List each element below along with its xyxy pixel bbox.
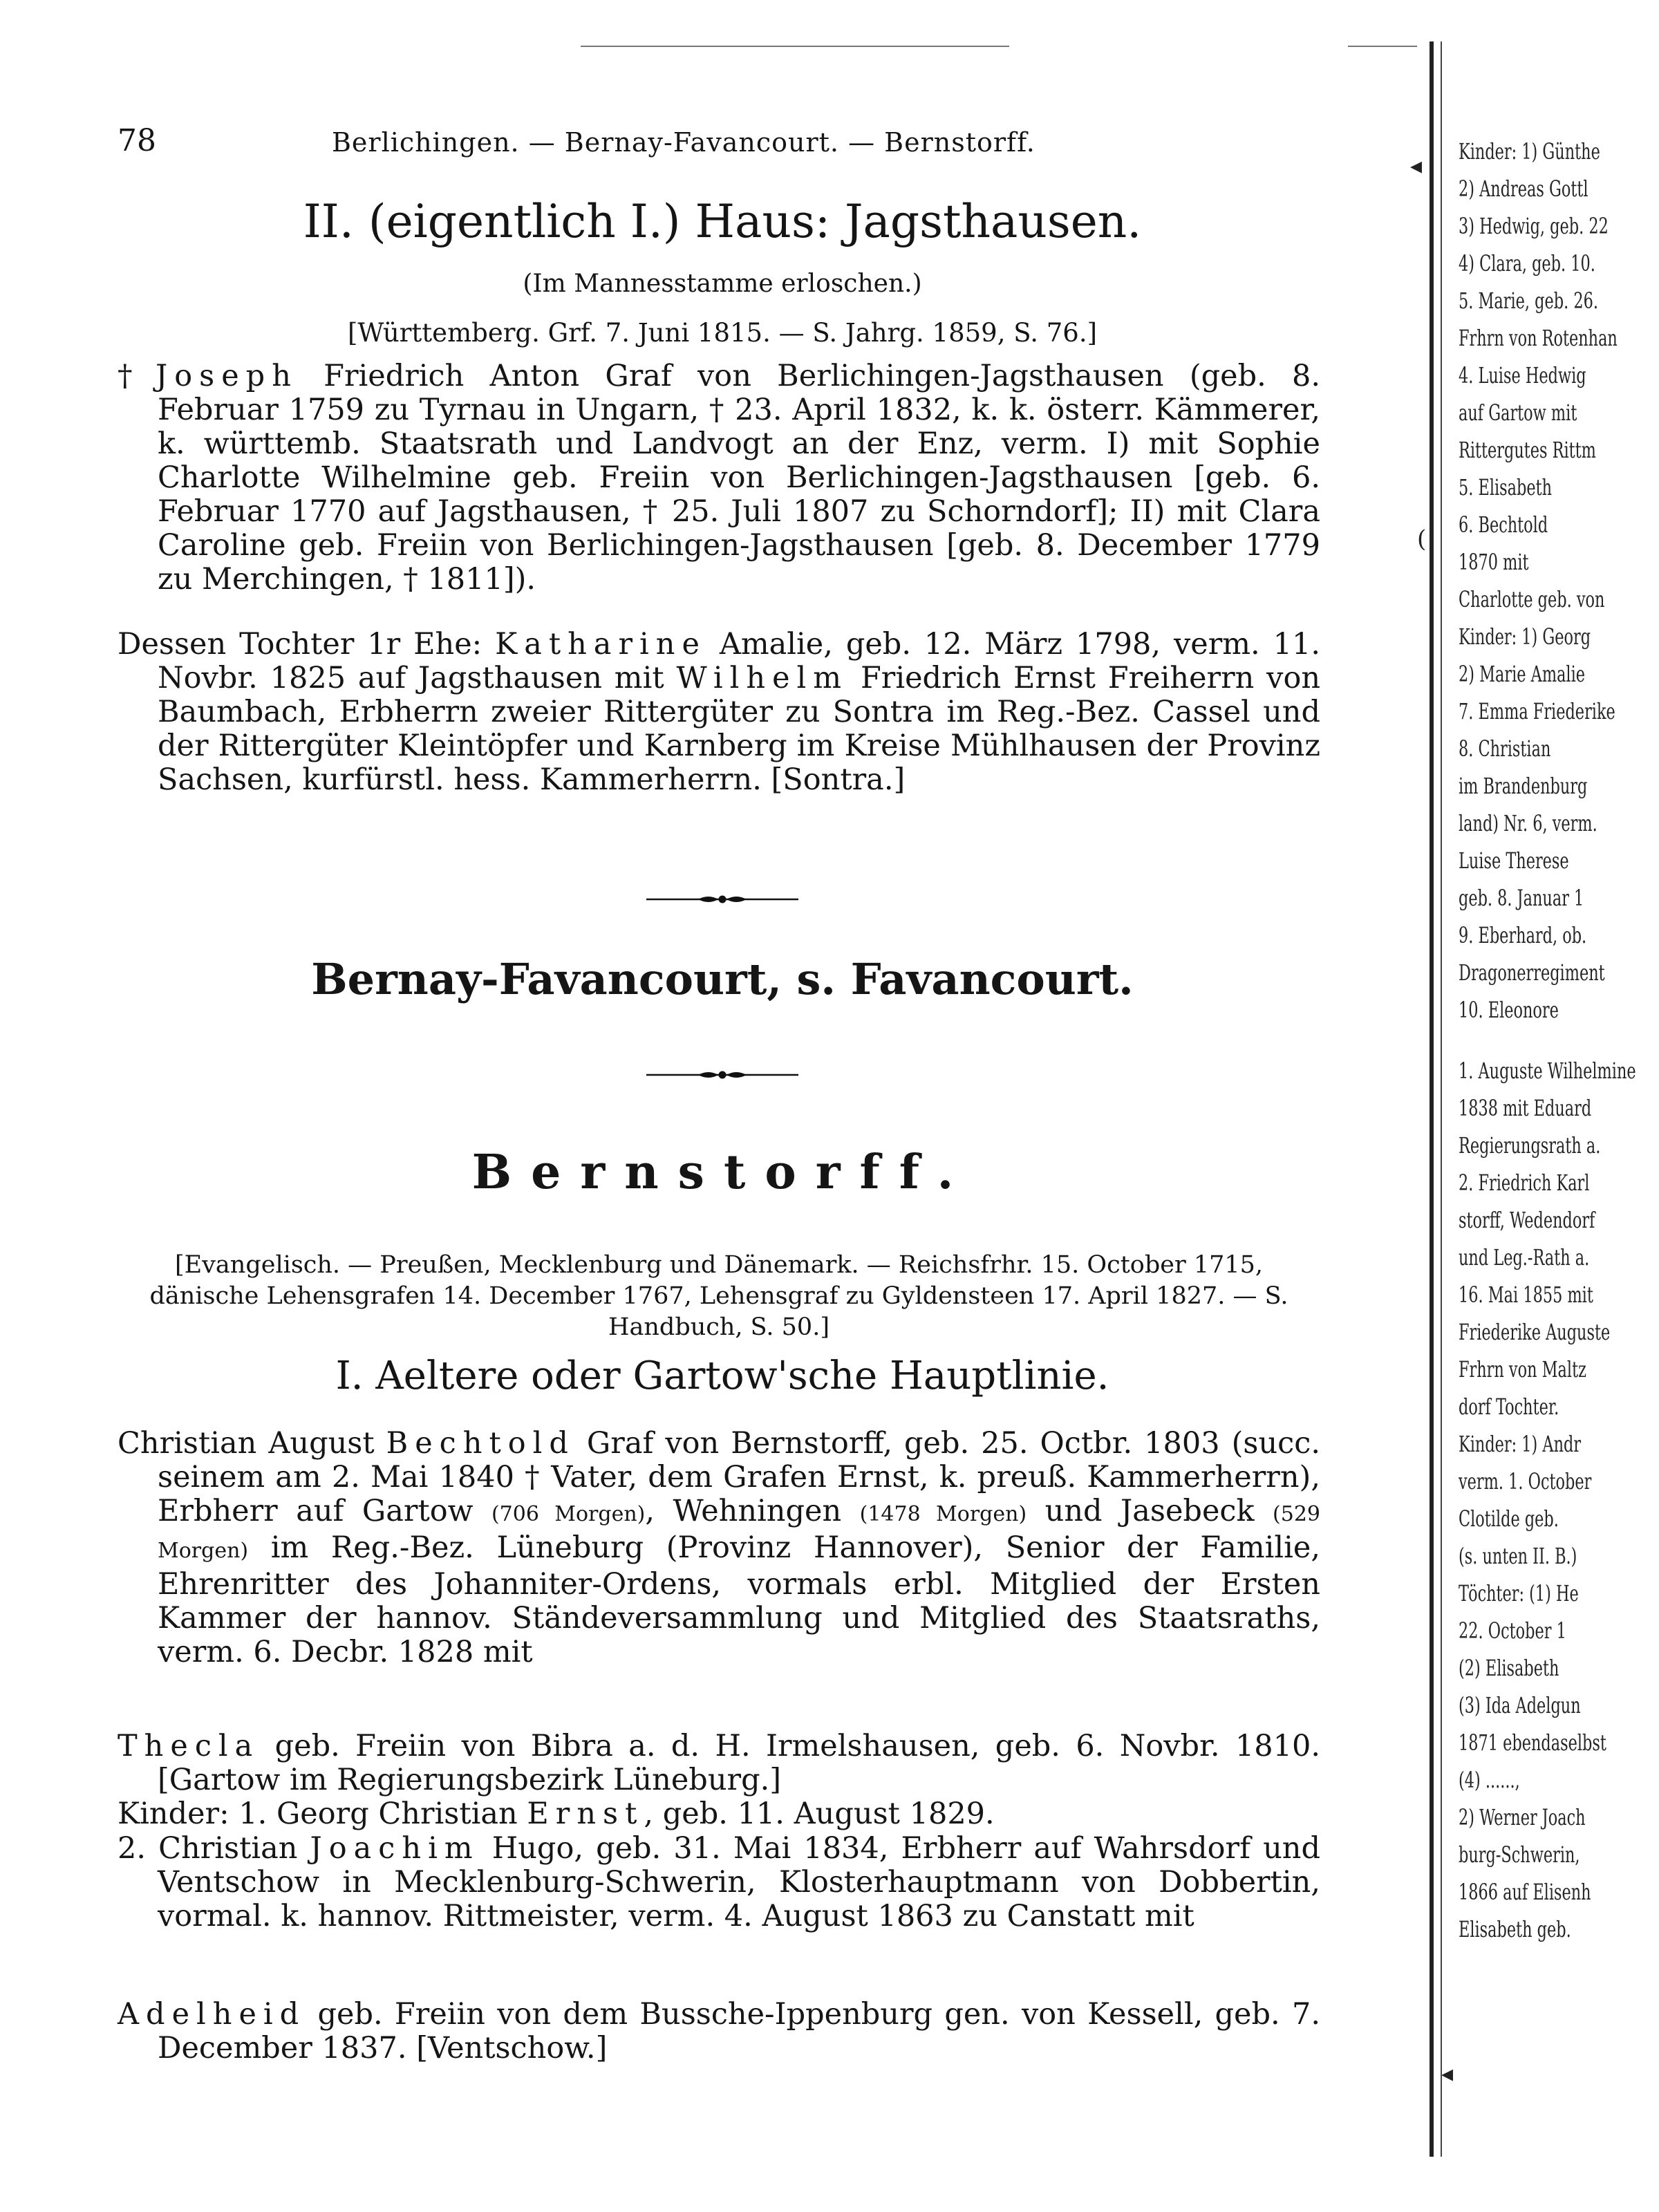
adjacent-line: 9. Eberhard, ob. bbox=[1459, 922, 1587, 948]
margin-mark-icon: ( bbox=[1417, 525, 1427, 553]
entry-text: Graf von Bernstorff, geb. 25. Octbr. 1803 (succ. seinem am 2. Mai 1840 † Vater, dem Grafen Ernst, k. preuß. Kammerherrn), Erbherr auf Gartow bbox=[158, 1426, 1320, 1528]
adjacent-line: Frhrn von Maltz bbox=[1459, 1356, 1586, 1382]
entry-text: geb. Freiin von Bibra a. d. H. Irmelshausen, geb. 6. Novbr. 1810. [Gartow im Regierungsbezirk Lüneburg.] bbox=[158, 1729, 1320, 1797]
person-name: Joachim bbox=[310, 1831, 480, 1866]
person-name: 2. Christian bbox=[118, 1831, 298, 1866]
page-number: 78 bbox=[118, 123, 156, 158]
entry-lead: Dessen Tochter 1r Ehe: bbox=[118, 627, 482, 662]
margin-mark-icon: ◂ bbox=[1410, 152, 1423, 180]
entry-paragraph bbox=[118, 359, 1320, 597]
adjacent-line: burg-Schwerin, bbox=[1459, 1841, 1580, 1868]
person-name: Ernst bbox=[527, 1797, 644, 1831]
entry-paragraph bbox=[118, 1998, 1320, 2065]
adjacent-line: dorf Tochter. bbox=[1459, 1394, 1559, 1420]
entry-text: Friedrich Anton Graf von Berlichingen-Jagsthausen (geb. 8. Februar 1759 zu Tyrnau in Ungarn, † 23. April 1832, k. k. österr. Kämmerer, k. württemb. Staatsrath und Landvogt an der Enz, verm. I) mit Sophie Charlotte Wilhelmine geb. Freiin von Berlichingen-Jagsthausen [geb. 6. Februar 1770 auf Jagsthausen, † 25. Juli 1807 zu Schorndorf]; II) mit Clara Caroline geb. Freiin von Berlichingen-Jagsthausen [geb. 8. December 1779 zu Merchingen, † 1811]). bbox=[158, 359, 1320, 597]
adjacent-line: 10. Eleonore bbox=[1459, 997, 1559, 1023]
bernstorff-reference bbox=[118, 1250, 1320, 1343]
adjacent-line: 6. Bechtold bbox=[1459, 512, 1548, 538]
entry-text: geb. Freiin von dem Bussche-Ippenburg gen. von Kessell, geb. 7. December 1837. [Ventschow.] bbox=[158, 1997, 1321, 2065]
entry-lead: Kinder: 1. Georg Christian bbox=[118, 1797, 518, 1831]
line-title: I. Aeltere oder Gartow'sche Hauptlinie. bbox=[335, 1353, 1109, 1398]
book-gutter-line bbox=[1441, 41, 1442, 2157]
adjacent-line: auf Gartow mit bbox=[1459, 400, 1577, 426]
house-reference: [Württemberg. Grf. 7. Juni 1815. — S. Jahrg. 1859, S. 76.] bbox=[347, 318, 1098, 348]
entry-christian-august bbox=[118, 1427, 1320, 1669]
divider-ornament bbox=[104, 889, 1341, 910]
ornament-rule-icon bbox=[646, 889, 798, 910]
entry-thecla bbox=[118, 1730, 1320, 1797]
person-name: Adelheid bbox=[118, 1997, 306, 2032]
adjacent-line: 1870 mit bbox=[1459, 549, 1529, 575]
top-edge-shadow bbox=[1348, 46, 1417, 47]
acreage: (706 Morgen) bbox=[491, 1502, 646, 1526]
main-page bbox=[104, 0, 1341, 2212]
adjacent-line: 1866 auf Elisenh bbox=[1459, 1879, 1591, 1905]
margin-mark-icon: ◂ bbox=[1441, 2060, 1454, 2088]
person-name: Wilhelm bbox=[676, 661, 849, 695]
adjacent-line: 22. October 1 bbox=[1459, 1618, 1566, 1644]
entry-katharine bbox=[118, 628, 1320, 797]
adjacent-line: 3) Hedwig, geb. 22 bbox=[1459, 213, 1609, 239]
bernay-favancourt-title: Bernay-Favancourt, s. Favancourt. bbox=[311, 954, 1134, 1004]
entry-text: und Jasebeck bbox=[1044, 1494, 1255, 1528]
entry-text: Amalie, geb. 12. März 1798, verm. 11. Novbr. 1825 auf Jagsthausen mit bbox=[158, 627, 1321, 695]
person-name: †Joseph bbox=[118, 359, 298, 393]
adjacent-line: Luise Therese bbox=[1459, 847, 1569, 874]
adjacent-line: 5. Elisabeth bbox=[1459, 474, 1553, 500]
bernstorff-title: Bernstorff. bbox=[471, 1145, 973, 1200]
book-gutter-line bbox=[1430, 41, 1434, 2157]
adjacent-line: 2. Friedrich Karl bbox=[1459, 1170, 1590, 1196]
entry-text: , geb. 11. August 1829. bbox=[644, 1797, 995, 1831]
entry-paragraph bbox=[118, 1797, 1320, 1831]
entry-text: im Reg.-Bez. Lüneburg (Provinz Hannover), Senior der Familie, Ehrenritter des Johanniter-Ordens, vormals erbl. Mitglied der Ersten Kammer der hannov. Ständeversammlung und Mitglied des Staatsraths, verm. 6. Decbr. 1828 mit bbox=[158, 1530, 1320, 1669]
adjacent-line: land) Nr. 6, verm. bbox=[1459, 810, 1597, 836]
entry-children bbox=[118, 1797, 1320, 1831]
entry-text: Hugo, geb. 31. Mai 1834, Erbherr auf Wahrsdorf und Ventschow in Mecklenburg-Schwerin, Klosterhauptmann von Dobbertin, vormal. k. hannov. Rittmeister, verm. 4. August 1863 zu Canstatt mit bbox=[158, 1831, 1320, 1933]
acreage: (1478 Morgen) bbox=[859, 1502, 1027, 1526]
adjacent-line: 1. Auguste Wilhelmine bbox=[1459, 1058, 1636, 1084]
adjacent-line: 1838 mit Eduard bbox=[1459, 1095, 1592, 1121]
entry-joseph bbox=[118, 359, 1320, 597]
adjacent-line: (s. unten II. B.) bbox=[1459, 1543, 1577, 1569]
adjacent-line: 4. Luise Hedwig bbox=[1459, 362, 1586, 388]
entry-adelheid bbox=[118, 1998, 1320, 2065]
adjacent-line: 2) Andreas Gottl bbox=[1459, 176, 1588, 202]
adjacent-line: und Leg.-Rath a. bbox=[1459, 1244, 1590, 1271]
page-header bbox=[104, 123, 1341, 171]
adjacent-line: 16. Mai 1855 mit bbox=[1459, 1282, 1593, 1308]
entry-joachim bbox=[118, 1832, 1320, 1933]
adjacent-line: Charlotte geb. von bbox=[1459, 586, 1605, 612]
entry-paragraph bbox=[118, 1427, 1320, 1669]
divider-ornament bbox=[104, 1065, 1341, 1085]
adjacent-line: Elisabeth geb. bbox=[1459, 1916, 1571, 1942]
adjacent-line: 1871 ebendaselbst bbox=[1459, 1730, 1606, 1756]
adjacent-page-fragment bbox=[1459, 138, 1659, 2143]
entry-paragraph bbox=[118, 1832, 1320, 1933]
person-name: Bechtold bbox=[386, 1426, 575, 1461]
adjacent-line: (3) Ida Adelgun bbox=[1459, 1692, 1581, 1718]
adjacent-line: 2) Werner Joach bbox=[1459, 1804, 1586, 1830]
adjacent-line: 7. Emma Friederike bbox=[1459, 698, 1615, 724]
adjacent-line: Kinder: 1) Günthe bbox=[1459, 138, 1600, 165]
entry-text: , Wehningen bbox=[645, 1494, 842, 1528]
adjacent-line: (4) ......, bbox=[1459, 1767, 1520, 1793]
adjacent-line: Rittergutes Rittm bbox=[1459, 437, 1596, 463]
adjacent-line: verm. 1. October bbox=[1459, 1468, 1592, 1494]
running-head: Berlichingen. — Bernay-Favancourt. — Bernstorff. bbox=[332, 127, 1035, 158]
adjacent-line: Töchter: (1) He bbox=[1459, 1580, 1579, 1606]
adjacent-line: Kinder: 1) Georg bbox=[1459, 624, 1591, 650]
adjacent-line: Dragonerregiment bbox=[1459, 959, 1605, 986]
adjacent-line: geb. 8. Januar 1 bbox=[1459, 885, 1584, 911]
adjacent-line: 8. Christian bbox=[1459, 735, 1551, 762]
adjacent-line: 4) Clara, geb. 10. bbox=[1459, 250, 1595, 276]
person-name: Katharine bbox=[495, 627, 706, 662]
adjacent-line: 2) Marie Amalie bbox=[1459, 661, 1586, 687]
entry-paragraph bbox=[118, 628, 1320, 797]
adjacent-line: Frhrn von Rotenhan bbox=[1459, 325, 1618, 351]
adjacent-line: Kinder: 1) Andr bbox=[1459, 1431, 1582, 1457]
ornament-rule-icon bbox=[646, 1065, 798, 1085]
acreage: (529 Morgen) bbox=[158, 1502, 1320, 1563]
entry-paragraph bbox=[118, 1730, 1320, 1797]
adjacent-line: Friederike Auguste bbox=[1459, 1319, 1611, 1345]
adjacent-line: storff, Wedendorf bbox=[1459, 1207, 1595, 1233]
person-name: Thecla bbox=[118, 1729, 260, 1763]
house-subtitle: (Im Mannesstamme erloschen.) bbox=[523, 270, 922, 298]
person-name: Christian August bbox=[118, 1426, 375, 1461]
entry-text: Friedrich Ernst Freiherrn von Baumbach, Erbherrn zweier Rittergüter zu Sontra im Reg.-Bez. Cassel und der Rittergüter Kleintöpfer und Karnberg im Kreise Mühlhausen der Provinz Sachsen, kurfürstl. hess. Kammerherrn. [Sontra.] bbox=[158, 661, 1321, 797]
adjacent-line: (2) Elisabeth bbox=[1459, 1655, 1559, 1681]
reference-text: [Evangelisch. — Preußen, Mecklenburg und Dänemark. — Reichsfrhr. 15. October 1715, dänische Lehensgrafen 14. December 1767, Lehensgraf zu Gyldensteen 17. April 1827. — S. Handbuch, S. 50.] bbox=[149, 1251, 1288, 1341]
house-title: II. (eigentlich I.) Haus: Jagsthausen. bbox=[303, 195, 1142, 248]
adjacent-line: im Brandenburg bbox=[1459, 773, 1588, 799]
adjacent-line: Clotilde geb. bbox=[1459, 1506, 1559, 1532]
adjacent-line: 5. Marie, geb. 26. bbox=[1459, 288, 1598, 314]
adjacent-line: Regierungsrath a. bbox=[1459, 1132, 1601, 1159]
